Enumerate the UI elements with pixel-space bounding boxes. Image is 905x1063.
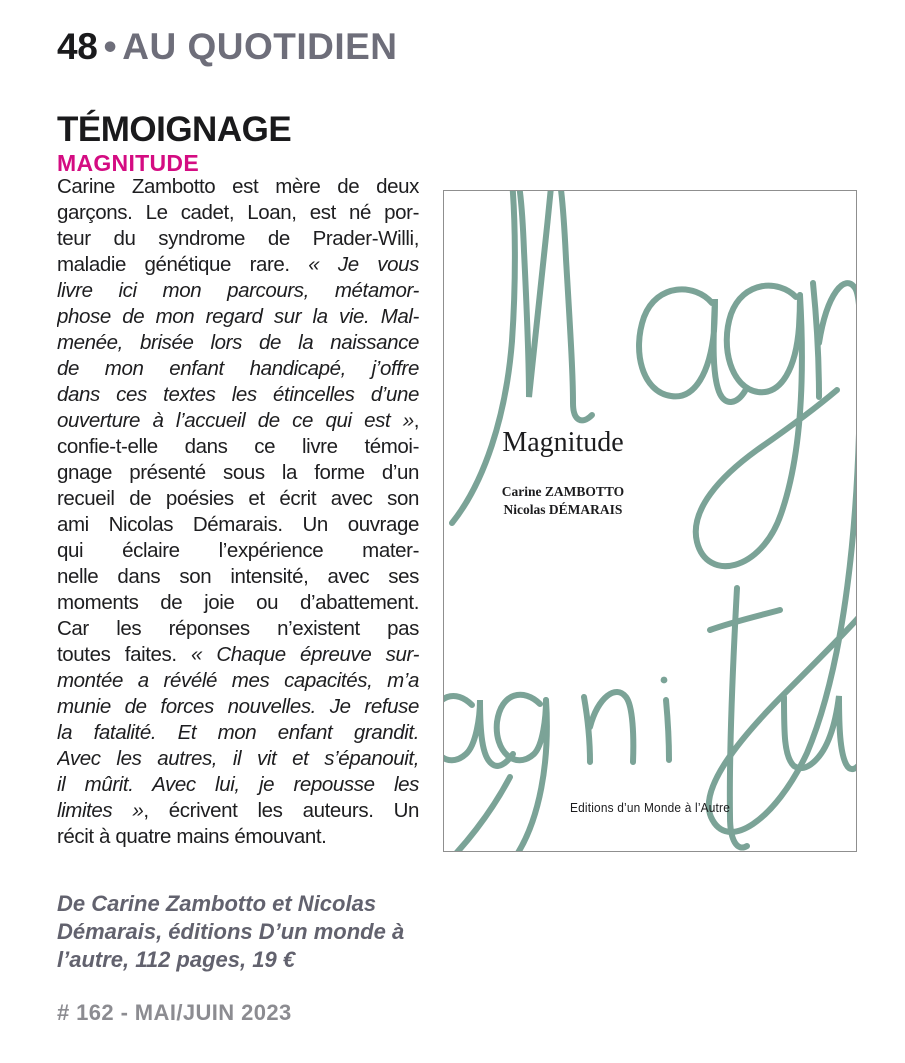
body-line: Carine Zambotto est mère de deux — [57, 175, 419, 198]
article-credit — [57, 890, 437, 974]
article-body — [57, 174, 419, 850]
page-number: 48 — [57, 26, 98, 67]
credit-line: Démarais, éditions D’un monde à — [57, 919, 405, 944]
body-line: recueil de poésies et écrit avec son — [57, 487, 419, 510]
body-line: ami Nicolas Démarais. Un ouvrage — [57, 513, 419, 536]
article-kicker: TÉMOIGNAGE — [57, 110, 292, 149]
body-line: Car les réponses n’existent pas — [57, 617, 419, 640]
page-header — [57, 26, 398, 68]
body-line: maladie génétique rare. « Je vous — [57, 253, 419, 276]
body-line: nelle dans son intensité, avec ses — [57, 565, 419, 588]
body-line: récit à quatre mains émouvant. — [57, 825, 327, 848]
section-title: AU QUOTIDIEN — [122, 26, 398, 67]
body-line: toutes faites. « Chaque épreuve sur- — [57, 643, 419, 666]
cover-book-title: Magnitude — [502, 427, 624, 458]
cover-authors — [473, 483, 653, 518]
body-line: montée a révélé mes capacités, m’a — [57, 669, 419, 692]
body-line: ouverture à l’accueil de ce qui est », — [57, 409, 419, 432]
body-line: dans ces textes les étincelles d’une — [57, 383, 419, 406]
body-line: confie-t-elle dans ce livre témoi- — [57, 435, 419, 458]
body-line: limites », écrivent les auteurs. Un — [57, 799, 419, 822]
header-bullet: • — [103, 26, 117, 67]
article-title: MAGNITUDE — [57, 150, 199, 176]
book-cover — [443, 190, 857, 852]
credit-line: l’autre, 112 pages, 19 € — [57, 947, 296, 972]
cover-author-line: Carine ZAMBOTTO — [501, 484, 625, 499]
body-line: menée, brisée lors de la naissance — [57, 331, 419, 354]
body-line: phose de mon regard sur la vie. Mal- — [57, 305, 419, 328]
cover-script-art — [444, 191, 856, 851]
cover-author-line: Nicolas DÉMARAIS — [503, 501, 623, 517]
body-line: teur du syndrome de Prader-Willi, — [57, 227, 419, 250]
credit-line: De Carine Zambotto et Nicolas — [57, 891, 377, 916]
body-line: garçons. Le cadet, Loan, est né por- — [57, 201, 419, 224]
body-line: livre ici mon parcours, métamor- — [57, 279, 419, 302]
body-line: munie de forces nouvelles. Je refuse — [57, 695, 419, 718]
issue-footer: # 162 - MAI/JUIN 2023 — [57, 1000, 292, 1025]
body-line: qui éclaire l’expérience mater- — [57, 539, 419, 562]
body-line: il mûrit. Avec lui, je repousse les — [57, 773, 419, 796]
body-line: de mon enfant handicapé, j’offre — [57, 357, 419, 380]
cover-publisher: Editions d’un Monde à l’Autre — [570, 801, 730, 815]
body-line: la fatalité. Et mon enfant grandit. — [57, 721, 419, 744]
body-line: Avec les autres, il vit et s’épanouit, — [57, 747, 419, 770]
body-line: moments de joie ou d’abattement. — [57, 591, 419, 614]
body-line: gnage présenté sous la forme d’un — [57, 461, 419, 484]
